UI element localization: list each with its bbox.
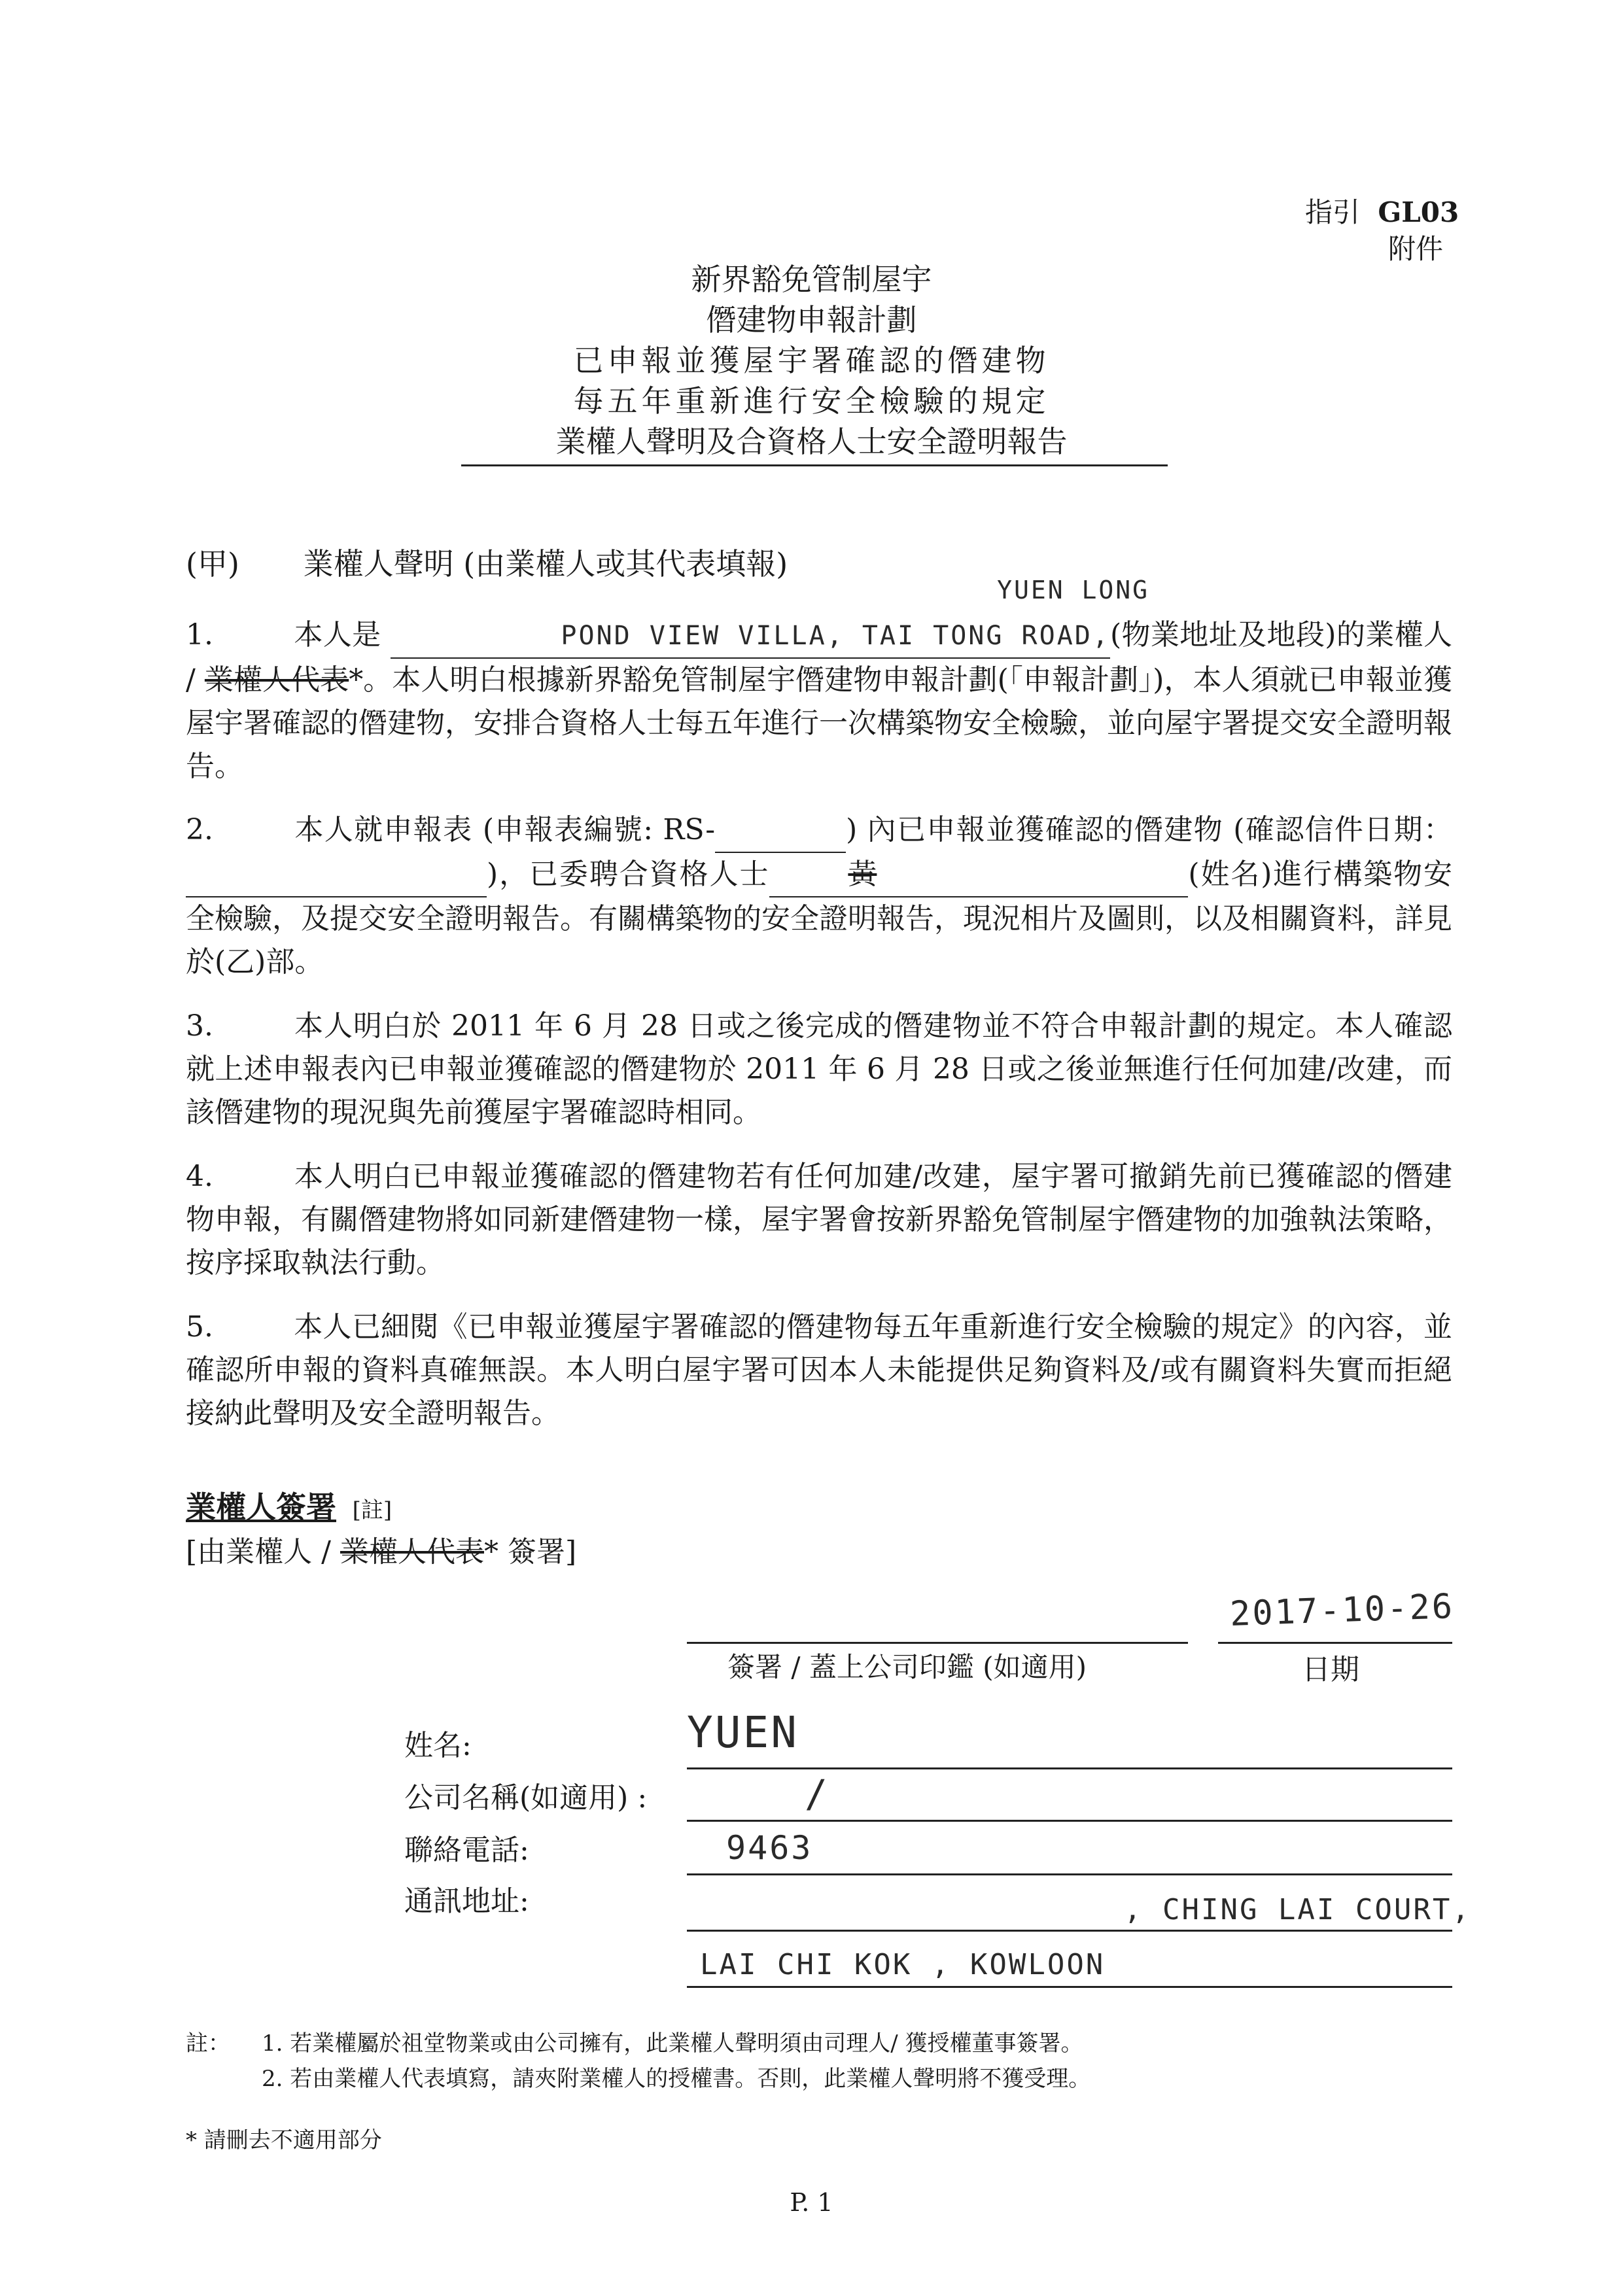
qualified-person-field[interactable] (769, 853, 1188, 897)
address-label: 通訊地址: (404, 1885, 529, 1918)
notes-label: 註： (186, 2030, 230, 2057)
asterisk-mark: * (349, 663, 364, 697)
title-line-4: 每五年重新進行安全檢驗的規定 (573, 383, 1050, 419)
sub-close: * 簽署] (483, 1535, 577, 1569)
paragraph-4 (186, 1155, 1452, 1285)
title-line-3: 已申報並獲屋宇署確認的僭建物 (573, 343, 1050, 378)
signature-subheading (186, 1528, 576, 1570)
p1-tail: (物業地址及地段)的 (1109, 618, 1366, 652)
note-item-1: 1. 若業權屬於祖堂物業或由公司擁有，此業權人聲明須由司理人/ 獲授權董事簽署。 (262, 2030, 1083, 2057)
company-label: 公司名稱(如適用) : (404, 1781, 648, 1815)
paragraph-number: 2. (186, 813, 213, 846)
note-item-2: 2. 若由業權人代表填寫，請夾附業權人的授權書。否則，此業權人聲明將不獲受理。 (262, 2066, 1091, 2092)
signature-caption: 簽署 / 蓋上公司印鑑 (如適用) (727, 1651, 1087, 1683)
application-number-field[interactable] (715, 809, 846, 853)
signature-line[interactable] (687, 1642, 1188, 1644)
section-title: 業權人聲明 (由業權人或其代表填報) (303, 546, 788, 582)
option-separator: / (186, 663, 205, 697)
address-line-1-field[interactable] (687, 1930, 1452, 1932)
p3-text: 本人明白於 2011 年 6 月 28 日或之後完成的僭建物並不符合申報計劃的規定。本人確認就上述申報表內已申報並獲確認的僭建物於 2011 年 6 月 28 日或之後並無進行任何加建/改建，而該僭建物的現況與先前獲屋宇署確認時相同。 (186, 1009, 1452, 1129)
guideline-ref (1305, 191, 1459, 230)
address-insert-value: YUEN LONG (997, 576, 1149, 604)
phone-value: 9463 (726, 1829, 813, 1867)
address-line-1-value: , CHING LAI COURT, (1124, 1893, 1471, 1926)
p2-part3: )，已委聘合資格人士 (487, 858, 770, 891)
title-line-1: 新界豁免管制屋宇 (691, 262, 932, 297)
appendix-label: 附件 (1388, 233, 1444, 265)
date-caption: 日期 (1302, 1653, 1359, 1686)
company-field[interactable] (687, 1820, 1452, 1822)
paragraph-number: 5. (186, 1310, 213, 1344)
guideline-label: 指引 (1305, 196, 1361, 228)
p1-rest: 。本人明白根據新界豁免管制屋宇僭建物申報計劃(「申報計劃」)，本人須就已申報並獲屋宇署確認的僭建物，安排合資格人士每五年進行一次構築物安全檢驗，並向屋宇署提交安全證明報告。 (186, 663, 1452, 783)
title-line-5: 業權人聲明及合資格人士安全證明報告 (555, 424, 1068, 459)
asterisk-note: * 請刪去不適用部分 (186, 2127, 382, 2153)
address-line-2-field[interactable] (687, 1986, 1452, 1988)
title-line-2: 僭建物申報計劃 (706, 302, 917, 338)
sub-open: [由業權人 / (186, 1535, 340, 1569)
company-value: / (805, 1771, 829, 1816)
section-heading (186, 540, 788, 583)
p2-part4: (姓名)進行構築物安全檢驗，及提交安全證明報告。有關構築物的安全證明報告，現況相片及圖則，以及相關資料，詳見於(乙)部。 (186, 858, 1452, 979)
title-underline (461, 464, 1168, 466)
name-value: YUEN (687, 1707, 799, 1758)
owner-option: 業權人 (1365, 618, 1453, 652)
paragraph-2 (186, 809, 1452, 984)
paragraph-number: 4. (186, 1160, 213, 1193)
p5-text: 本人已細閱《已申報並獲屋宇署確認的僭建物每五年重新進行安全檢驗的規定》的內容，並確認所申報的資料真確無誤。本人明白屋宇署可因本人未能提供足夠資料及/或有關資料失實而拒絕接納此聲明及安全證明報告。 (186, 1310, 1452, 1430)
name-field[interactable] (687, 1767, 1452, 1769)
p2-part2: ) 內已申報並獲確認的僭建物 (確認信件日期： (846, 813, 1452, 846)
sub-rep-struck: 業權人代表 (340, 1535, 484, 1569)
paragraph-number: 1. (186, 618, 213, 652)
paragraph-1 (186, 576, 1453, 788)
signature-heading-row (186, 1484, 392, 1527)
signature-heading: 業權人簽署 (186, 1489, 336, 1525)
date-line[interactable] (1218, 1642, 1452, 1644)
page-number: P. 1 (790, 2188, 833, 2217)
guideline-code: GL03 (1378, 196, 1459, 228)
qualified-person-value: 黃 (848, 858, 877, 891)
representative-option-struck: 業權人代表 (204, 663, 349, 697)
note-ref: [註] (352, 1497, 393, 1523)
section-label: (甲) (186, 546, 239, 582)
address-line-2-value: LAI CHI KOK , KOWLOON (700, 1948, 1106, 1981)
p4-text: 本人明白已申報並獲確認的僭建物若有任何加建/改建，屋宇署可撤銷先前已獲確認的僭建物申報，有關僭建物將如同新建僭建物一樣，屋宇署會按新界豁免管制屋宇僭建物的加強執法策略，按序採取執法行動。 (186, 1160, 1452, 1279)
paragraph-3 (186, 1005, 1452, 1134)
property-address-field[interactable] (391, 576, 1149, 659)
date-value: 2017-10-26 (1229, 1587, 1456, 1634)
phone-field[interactable] (687, 1873, 1452, 1875)
phone-label: 聯絡電話: (404, 1834, 529, 1867)
paragraph-number: 3. (186, 1009, 213, 1043)
p2-part1: 本人就申報表 (申報表編號: RS- (294, 813, 716, 846)
property-address-value: POND VIEW VILLA, TAI TONG ROAD, (561, 621, 1110, 651)
p1-lead: 本人是 (294, 618, 381, 652)
paragraph-5 (186, 1306, 1452, 1435)
confirmation-date-field[interactable] (186, 853, 487, 897)
name-label: 姓名: (404, 1729, 472, 1762)
